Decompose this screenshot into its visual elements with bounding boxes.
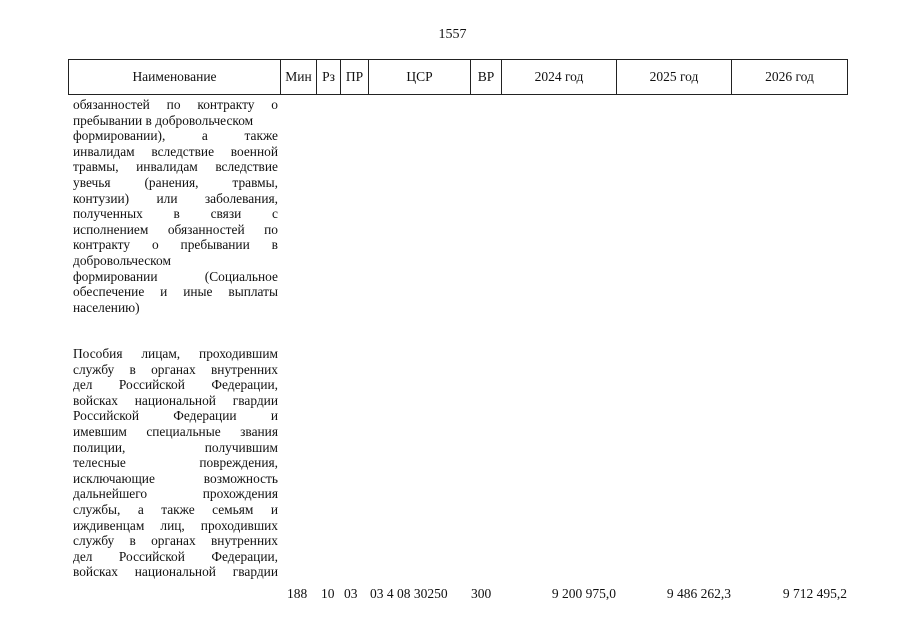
text-line: исполнением обязанностей по [73, 221, 278, 237]
text-line: населению) [73, 299, 140, 315]
text-line: обеспечение и иные выплаты [73, 284, 278, 300]
text-line: формировании (Социальное [73, 268, 278, 284]
header-pr: ПР [345, 69, 364, 84]
header-name: Наименование [132, 69, 217, 84]
text-line: войсках национальной гвардии [73, 392, 278, 408]
header-2026: 2026 год [765, 69, 814, 84]
header-vr: ВР [477, 69, 495, 84]
text-line: добровольческом [73, 252, 171, 268]
cell-min: 188 [287, 586, 308, 601]
text-line: формировании), а также [73, 128, 278, 144]
text-line: войсках национальной гвардии [73, 564, 278, 580]
text-line: дальнейшего прохождения [73, 486, 278, 502]
text-line: полиции, получившим [73, 439, 278, 455]
cell-2024: 9 200 975,0 [551, 586, 616, 601]
row-name-continued [73, 97, 278, 315]
header-2024: 2024 год [534, 69, 584, 84]
text-line: дел Российской Федерации, [73, 377, 278, 393]
header-2025: 2025 год [649, 69, 699, 84]
text-line: контузии) или заболевания, [73, 190, 278, 206]
row-name-benefits [73, 346, 278, 580]
header-rz: Рз [322, 69, 335, 84]
text-line: службу в органах внутренних [73, 533, 278, 549]
cell-rz: 10 [321, 586, 335, 601]
cell-2025: 9 486 262,3 [666, 586, 731, 601]
text-line: полученных в связи с [73, 206, 278, 222]
header-min: Мин [285, 69, 312, 84]
header-csr: ЦСР [406, 69, 433, 84]
cell-csr: 03 4 08 30250 [370, 586, 448, 601]
text-line: службу в органах внутренних [73, 361, 278, 377]
cell-vr: 300 [471, 586, 492, 601]
text-line: имевшим специальные звания [73, 423, 278, 439]
text-line: службы, а также семьям и [73, 501, 278, 517]
text-line: исключающие возможность [73, 470, 278, 486]
text-line: иждивенцам лиц, проходивших [73, 517, 278, 533]
table-header [68, 59, 848, 95]
text-line: пребывании в добровольческом [73, 112, 254, 128]
text-line: обязанностей по контракту о [73, 97, 278, 112]
cell-pr: 03 [344, 586, 358, 601]
text-line: дел Российской Федерации, [73, 548, 278, 564]
text-line: контракту о пребывании в [73, 237, 278, 253]
cell-2026: 9 712 495,2 [782, 586, 847, 601]
text-line: инвалидам вследствие военной [73, 143, 278, 159]
text-line: Пособия лицам, проходившим [73, 346, 278, 361]
text-line: Российской Федерации и [73, 408, 278, 424]
text-line: телесные повреждения, [73, 455, 278, 471]
text-line: увечья (ранения, травмы, [73, 174, 278, 190]
text-line: травмы, инвалидам вследствие [73, 159, 278, 175]
page-number: 1557 [438, 27, 467, 42]
